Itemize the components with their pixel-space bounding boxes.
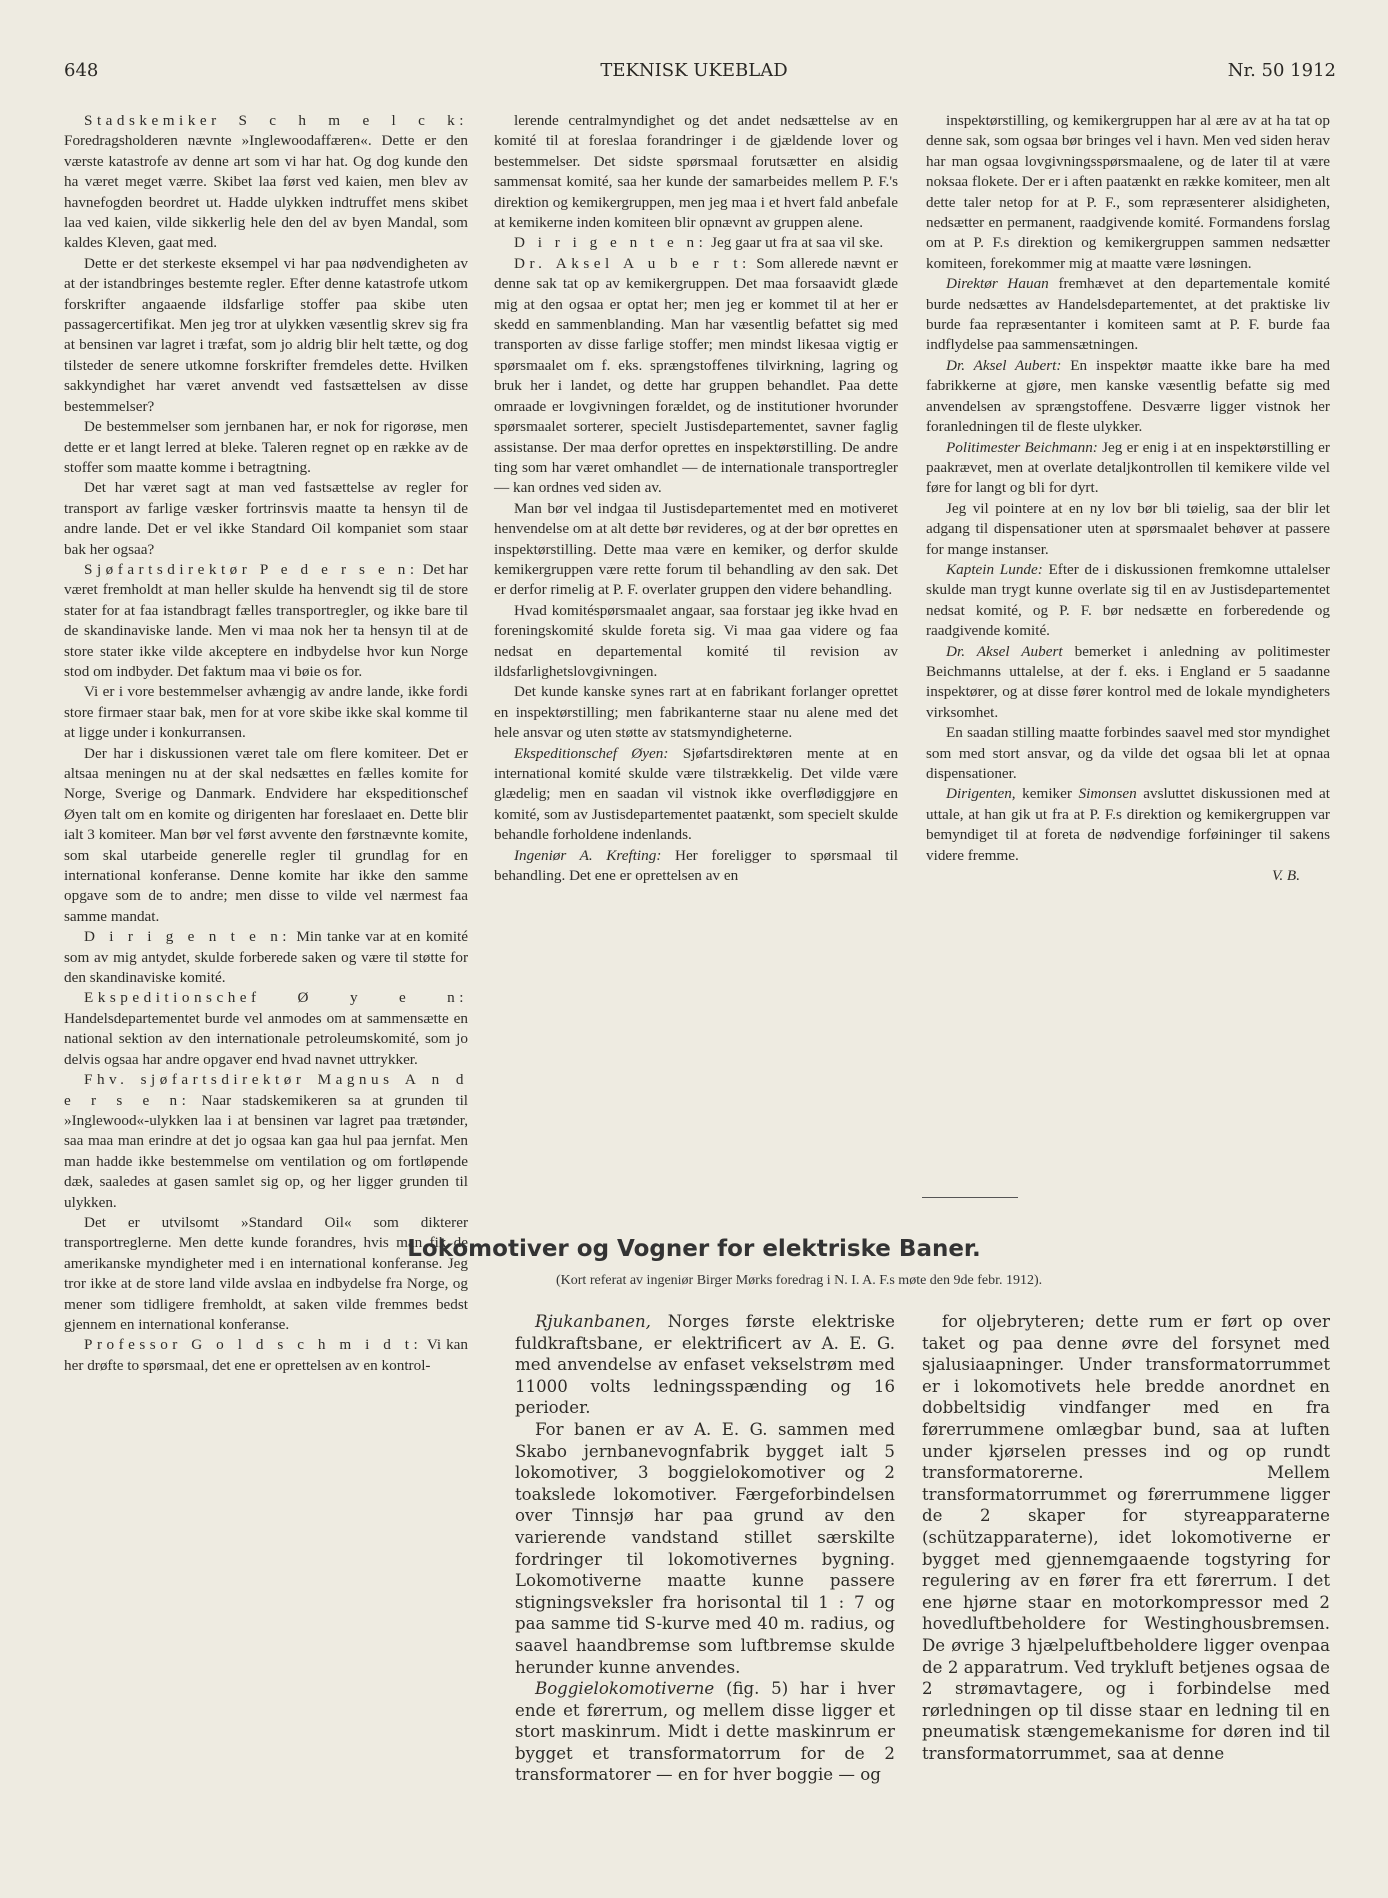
journal-title: TEKNISK UKEBLAD xyxy=(600,60,788,81)
italic-name: Kaptein Lunde: xyxy=(946,560,1043,578)
paragraph xyxy=(64,744,468,928)
paragraph xyxy=(494,846,898,887)
paragraph-text: Man bør vel indgaa til Justisdepartementet med en motiveret henvendelse om at alt dette bør revideres, og at der bør oprettes en inspektørstilling. Dette maa være en kemiker, og derfor skulde kemikergruppen være rette forum til behandling av den sak. Det er derfor rimelig at P. F. overlater gruppen den videre behandling. xyxy=(494,499,898,599)
paragraph xyxy=(64,478,468,560)
article-column-1 xyxy=(515,1311,895,1786)
article-column-2 xyxy=(922,1311,1330,1764)
paragraph xyxy=(926,356,1330,438)
italic-name: Simonsen xyxy=(1078,785,1137,803)
paragraph xyxy=(64,417,468,478)
paragraph-text: bemerket i anledning av politimester Beichmanns uttalelse, at der f. eks. i England er 5 saadanne inspektører, og at disse fører kontrol med de lokale myndigheters virksomhet. xyxy=(926,642,1330,721)
paragraph xyxy=(926,499,1330,560)
paragraph-text: Jeg er enig i at en inspektørstilling er paakrævet, men at overlate detaljkontrollen til kemikere vilde vel føre for langt og bli for dyrt. xyxy=(926,438,1330,497)
paragraph-text: Handelsdepartementet burde vel anmodes om at sammensætte en national sektion av den internationale petroleumskomité, som jo delvis ogsaa har andre opgaver end hvad navnet uttrykker. xyxy=(64,1009,468,1068)
paragraph-text: Norges første elektriske fuldkraftsbane, er elektrificert av A. E. G. med anvendelse av enfaset vekselstrøm med 11000 volts ledningsspænding og 16 perioder. xyxy=(515,1312,895,1418)
paragraph-text: Som allerede nævnt er denne sak tat op av kemikergruppen. Det maa forsaavidt glæde mig at den ogsaa er optat her; men jeg er kommet til at her er skedd en sammenblanding. Man har væsentlig befattet sig med transporten av disse farlige stoffer; men mindst likesaa vigtig er spørsmaalet om f. eks. sprængstoffenes tilvirkning, lagring og bruk her i landet, og dette har gruppen behandlet. Paa dette omraade er lovgivningen forældet, og de institutioner hvorunder spørsmaalet sorterer, specielt Justisdepartementet, savner faglig assistanse. Der maa derfor oprettes en inspektørstilling. De andre ting som har været omhandlet — de internationale transportregler — kan ordnes ved siden av. xyxy=(494,254,899,497)
paragraph xyxy=(494,233,898,253)
paragraph-text: (fig. 5) har i hver ende et førerrum, og mellem disse ligger et stort maskinrum. Midt i dette maskinrum er bygget et transformatorrum for de 2 transformatorer — en for hver boggie — og xyxy=(515,1679,895,1785)
paragraph-text: fremhævet at den departementale komité burde nedsættes av Handelsdepartementet, at det praktiske liv burde faa repræsentanter i komiteen samt at P. F. burde faa indflydelse paa sammensætningen. xyxy=(926,275,1330,354)
italic-name: Ekspeditionschef Øyen: xyxy=(514,744,669,762)
paragraph-text: Dette er det sterkeste eksempel vi har paa nødvendigheten av at der istandbringes bestemte regler. Efter denne katastrofe utkom forskrifter angaaende ildsfarlige stoffer paa skibe uten passagercertifikat. Men jeg tror at ulykken væsentlig skrev sig fra at bensinen var lagret i træfat, som jo aldrig blir helt tætte, og dog tilsteder de senere utkomne forskrifter fremdeles dette. Hvilken sakkyndighet har været anvendt ved fastsættelsen av disse bestemmelser? xyxy=(64,254,468,415)
column-1 xyxy=(64,111,468,1376)
paragraph-text: En saadan stilling maatte forbindes saavel med stor myndighet som med stort ansvar, og da vilde det ogsaa bli let at opnaa dispensationer. xyxy=(926,724,1330,782)
paragraph-text: lerende centralmyndighet og det andet nedsættelse av en komité til at foreslaa forandringer i de gjældende lover og bestemmelser. Det sidste spørsmaal forutsætter en alsidig sammensat komité, saa her kunde der samarbeides mellem P. F.'s direktion og kemikergruppen, men jeg maa i et hvert fald anbefale at kemikerne inden komiteen blir opnævnt av gruppen alene. xyxy=(494,112,898,232)
paragraph xyxy=(515,1678,895,1786)
paragraph xyxy=(926,642,1330,724)
paragraph-text: Hvad komitéspørsmaalet angaar, saa forstaar jeg ikke hvad en foreningskomité skulde foreta sig. Vi maa gaa videre og faa nedsat en departemental komité til revision av ildsfarlighetslovgivningen. xyxy=(494,601,898,680)
column-3 xyxy=(926,111,1330,886)
paragraph xyxy=(926,111,1330,274)
article-title: Lokomotiver og Vogner for elektriske Baner. xyxy=(407,1236,981,1262)
paragraph-text: for oljebryteren; dette rum er ført op over taket og paa denne øvre del forsynet med sjalusiaapninger. Under transformatorrummet er i lokomotivets hele bredde anordnet en dobbeltsidig vindfanger med en fra førerrummene omlægbar bund, saa at luften under kjørselen presses ind og op rundt transformatorerne. Mellem transformatorrummet og førerrummene ligger de 2 skaper for styreapparaterne (schützapparaterne), idet lokomotiverne er bygget med gjennemgaaende togstyring for regulering av en fører fra ett førerrum. I det ene hjørne staar en motorkompressor med 2 hovedluftbeholdere for Westinghousbremsen. De øvrige 3 hjælpeluftbeholdere ligger ovenpaa de 2 apparatrum. Ved trykluft betjenes ogsaa de 2 strømavtagere, og i forbindelse med rørledningen op til disse staar en ledning til en pneumatisk stængemekanisme for døren ind til transformatorrummet, saa at denne xyxy=(922,1312,1330,1763)
italic-name: Politimester Beichmann: xyxy=(946,438,1098,456)
paragraph xyxy=(922,1311,1330,1764)
paragraph-text: Vi kan her drøfte to spørsmaal, det ene er oprettelsen av en kontrol- xyxy=(64,1336,468,1374)
paragraph-text: Der har i diskussionen været tale om flere komiteer. Det er altsaa meningen nu at der skal nedsættes en fælles komite for Norge, Sverige og Danmark. Endvidere har ekspeditionschef Øyen talt om en komite og dirigenten har foreslaaet en. Dette blir ialt 3 komiteer. Man bør vel først avvente den førstnævnte komite, som skal utarbeide generelle regler til grundlag for en international konferanse. Denne komite har ikke den samme opgave som de to andre; men disse to vilde vel nærmest faa samme mandat. xyxy=(64,744,468,925)
paragraph-text: De bestemmelser som jernbanen har, er nok for rigorøse, men dette er et langt lerred at bleke. Taleren regnet op en række av de stoffer som maatte komme i betragtning. xyxy=(64,418,468,476)
paragraph xyxy=(64,988,468,1070)
speaker-name: Stadskemiker S c h m e l c k: xyxy=(84,112,468,129)
italic-name: Dirigenten, xyxy=(946,785,1016,803)
paragraph xyxy=(494,682,898,743)
paragraph-text: kemiker xyxy=(1015,785,1079,803)
paragraph-text: Det har været fremholdt at man heller skulde ha henvendt sig til de store stater for at faa istandbragt fælles transportregler, og ikke bare til de skandinaviske lande. Men vi maa nok her ta hensyn til at de store stater ikke vilde akceptere en indbydelse hvor kun Norge stod om indbyder. Det faktum maa vi bøie os for. xyxy=(64,560,468,680)
paragraph xyxy=(494,499,898,601)
paragraph-text: Her foreligger to spørsmaal til behandling. Det ene er oprettelsen av en xyxy=(494,846,898,885)
paragraph xyxy=(515,1311,895,1419)
speaker-name: Fhv. sjøfartsdirektør Magnus A n d e r s e n: xyxy=(64,1071,468,1109)
paragraph xyxy=(515,1419,895,1678)
paragraph-text: avsluttet diskussionen med at uttale, at han gik ut fra at P. F.s direktion og kemikergruppen var bemyndiget til at foreta de nødvendige forføininger til sakens videre fremme. xyxy=(926,785,1330,864)
paragraph-text: Jeg gaar ut fra at saa vil ske. xyxy=(707,234,884,252)
paragraph-text: Efter de i diskussionen fremkomne uttalelser skulde man trygt kunne overlate sig til en av Justisdepartementet nedsat komité, og P. F. bør nedsætte en forberedende og raadgivende komité. xyxy=(926,560,1330,640)
paragraph xyxy=(64,927,468,988)
italic-name: Boggielokomotiverne xyxy=(535,1679,715,1699)
paragraph xyxy=(926,784,1330,866)
paragraph xyxy=(64,1070,468,1213)
paragraph-text: Sjøfartsdirektøren mente at en international komité skulde være tilstrækkelig. Det vilde være glædelig; men en saadan vil vistnok ikke overflødiggjøre en komité, som av Justisdepartementet paatænkt, som specielt skulde behandle forholdene indenlands. xyxy=(494,744,899,844)
speaker-name: Dr. Aksel A u b e r t: xyxy=(514,254,751,272)
paragraph xyxy=(64,560,468,682)
paragraph-text: En inspektør maatte ikke bare ha med fabrikkerne at gjøre, men kanske væsentlig befatte sig med anvendelsen av sprængstoffene. Desværre ligger vistnok her foranledningen til de fleste ulykker. xyxy=(926,356,1330,436)
paragraph xyxy=(494,601,898,683)
section-divider xyxy=(922,1197,1018,1198)
paragraph xyxy=(64,111,468,254)
column-2 xyxy=(494,111,898,886)
paragraph xyxy=(64,1335,468,1376)
paragraph xyxy=(494,111,898,233)
article-subtitle: (Kort referat av ingeniør Birger Mørks foredrag i N. I. A. F.s møte den 9de febr. 1912). xyxy=(556,1273,1043,1288)
paragraph xyxy=(926,274,1330,356)
paragraph xyxy=(494,254,898,499)
signature: V. B. xyxy=(1272,867,1300,885)
italic-name: Rjukanbanen, xyxy=(535,1312,651,1331)
speaker-name: D i r i g e n t e n: xyxy=(514,234,708,252)
paragraph xyxy=(64,1213,468,1335)
italic-name: Direktør Hauan xyxy=(946,275,1049,293)
italic-name: Dr. Aksel Aubert: xyxy=(946,356,1062,374)
paragraph-text: Jeg vil pointere at en ny lov bør bli tøielig, saa der blir let adgang til dispensationer uten at spørsmaalet behøver at passere for mange instanser. xyxy=(926,499,1330,558)
paragraph-text: For banen er av A. E. G. sammen med Skabo jernbanevognfabrik bygget ialt 5 lokomotiver, 3 boggielokomotiver og 2 toakslede lokomotiver. Færgeforbindelsen over Tinnsjø har paa grund av den varierende vandstand stillet særskilte fordringer til lokomotivernes bygning. Lokomotiverne maatte kunne passere stigningsveksler fra horisontal til 1 : 7 og paa samme tid S-kurve med 40 m. radius, og saavel haandbremse som luftbremse skulde herunder kunne anvendes. xyxy=(515,1419,895,1677)
paragraph xyxy=(926,723,1330,784)
paragraph xyxy=(64,682,468,743)
paragraph xyxy=(494,744,898,846)
paragraph-text: Min tanke var at en komité som av mig antydet, skulde forberede saken og være til støtte for den skandinaviske komité. xyxy=(64,928,469,987)
page-number: 648 xyxy=(64,60,99,81)
paragraph-text: Naar stadskemikeren sa at grunden til »Inglewood«-ulykken laa i at bensinen var lagret paa trætønder, saa maa man erindre at det jo ogsaa kan gaa hul paa jernfat. Men man hadde ikke bestemmelse om ventilation og om fortløpende dæk, saaledes at gasen samlet sig op, og her ligger grunden til ulykken. xyxy=(64,1091,469,1211)
issue-number: Nr. 50 1912 xyxy=(1227,60,1336,81)
speaker-name: Sjøfartsdirektør P e d e r s e n: xyxy=(84,560,419,578)
paragraph xyxy=(926,560,1330,642)
paragraph xyxy=(926,438,1330,499)
speaker-name: Professor G o l d s c h m i d t: xyxy=(84,1336,423,1354)
italic-name: Ingeniør A. Krefting: xyxy=(514,846,662,864)
paragraph xyxy=(64,254,468,417)
paragraph-text: Vi er i vore bestemmelser avhængig av andre lande, ikke fordi store firmaer staar bak, men for at vore skibe ikke skal komme til at ligge under i konkurransen. xyxy=(64,683,468,742)
paragraph-text: Foredragsholderen nævnte »Inglewoodaffæren«. Dette er den værste katastrofe av denne art som vi har hat. Og dog kunde den ha været meget værre. Skibet laa først ved kaien, men blev av havnefogden beordret ut. Hadde ulykken indtruffet mens skibet laa ved kaien, vilde sikkerlig hele den del av byen Mandal, som kaldes Kleven, gaat med. xyxy=(64,132,468,252)
italic-name: Dr. Aksel Aubert xyxy=(946,642,1063,660)
paragraph-text: Det er utvilsomt »Standard Oil« som dikterer transportreglerne. Men dette kunde forandres, hvis man fik de amerikanske myndigheter med i en international konferanse. Jeg tror ikke at de store land vilde avslaa en indbydelse fra Norge, og mener som tidligere fremholdt, at saken vilde fremmes bedst gjennem en international konferanse. xyxy=(64,1213,468,1333)
speaker-name: Ekspeditionschef Ø y e n: xyxy=(84,989,468,1007)
paragraph-text: inspektørstilling, og kemikergruppen har al ære av at ha tat op denne sak, som ogsaa bør bringes vel i havn. Men ved siden herav har man ogsaa lovgivningsspørsmaalene, og de later til at være noksaa flokete. Der er i aften paatænkt en række komiteer, men alt dette taler netop for at P. F., som repræsenterer alsidigheten, nedsætter en permanent, raadgivende komité. Formandens forslag om at P. F.s direktion og kemikergruppen sammen nedsætter komiteen, forekommer mig at maatte være løsningen. xyxy=(926,112,1330,272)
speaker-name: D i r i g e n t e n: xyxy=(84,928,292,946)
paragraph-text: Det kunde kanske synes rart at en fabrikant forlanger oprettet en inspektørstilling; men fabrikanterne staar nu alene med det hele ansvar og uten støtte av statsmyndigheterne. xyxy=(494,683,898,742)
paragraph-text: Det har været sagt at man ved fastsættelse av regler for transport av farlige væsker fortrinsvis maatte ta hensyn til de andre lande. Det er vel ikke Standard Oil kompaniet som staar bak her ogsaa? xyxy=(64,479,468,558)
